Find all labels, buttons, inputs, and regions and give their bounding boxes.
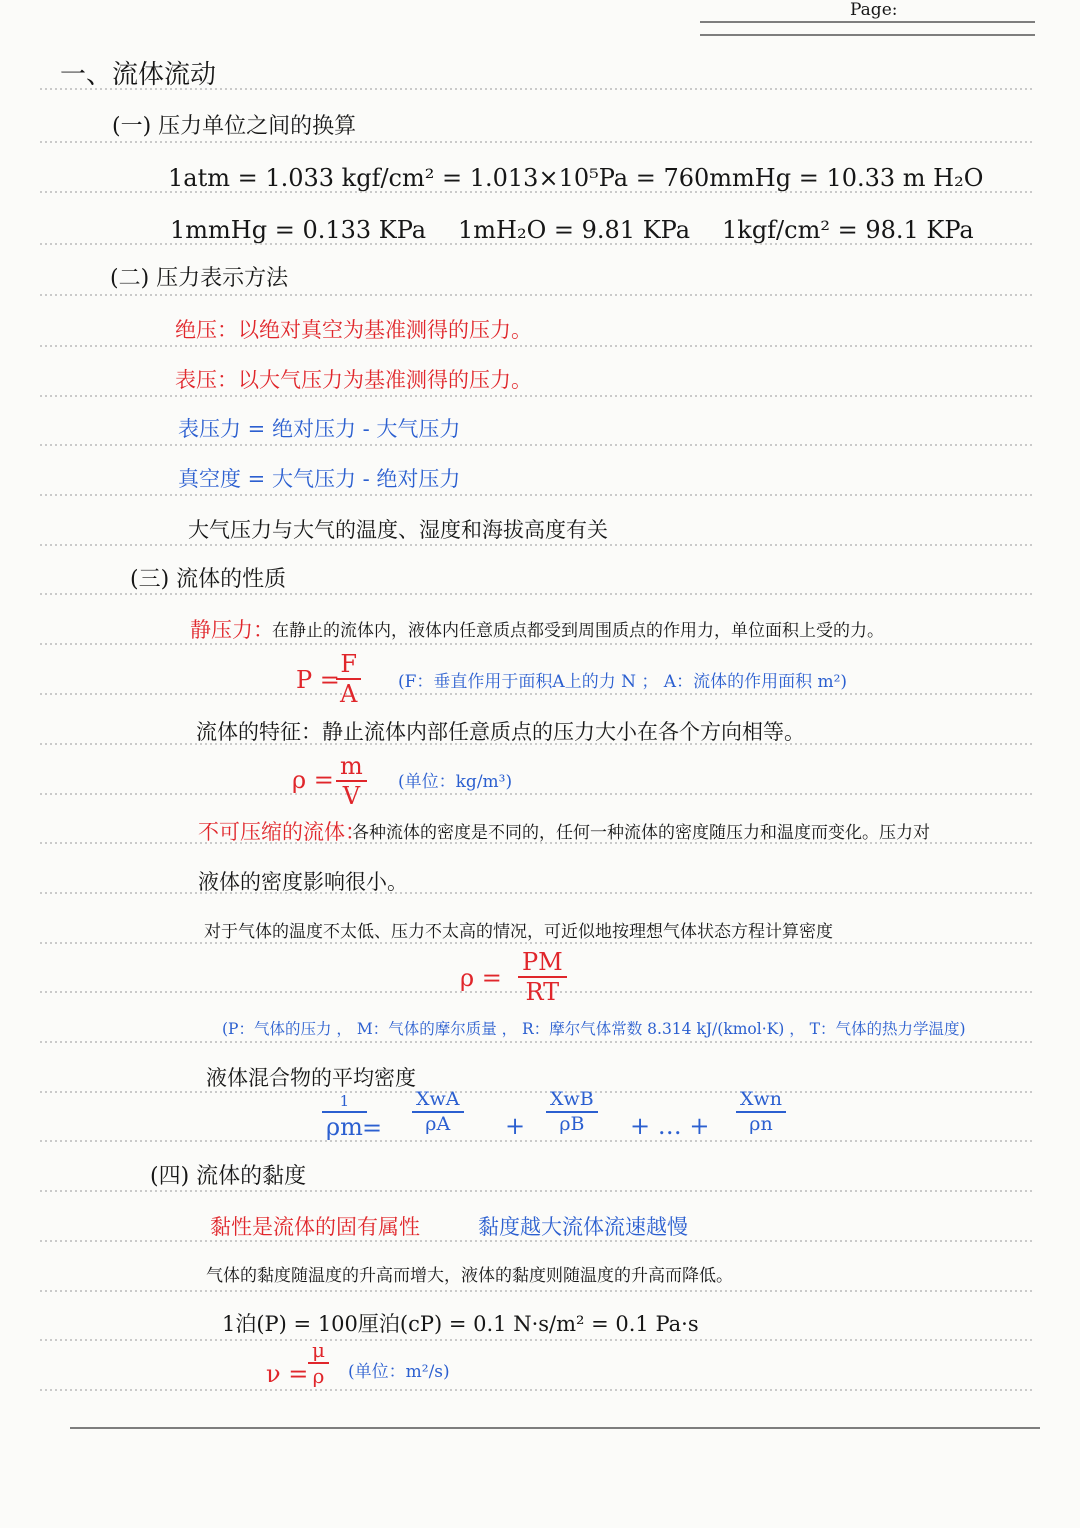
incompressible-fluid-definition-2: 液体的密度影响很小。 <box>198 870 408 894</box>
viscosity-note: 黏度越大流体流速越慢 <box>478 1215 688 1239</box>
density-fraction <box>336 754 367 808</box>
kinematic-viscosity-lhs: ν = <box>266 1360 309 1388</box>
static-pressure-definition: 在静止的流体内，液体内任意质点都受到周围质点的作用力，单位面积上受的力。 <box>272 621 884 641</box>
pressure-conversion-mh2o: 1mH₂O = 9.81 KPa <box>458 216 690 244</box>
density-unit-note: (单位：kg/m³) <box>398 772 513 792</box>
absolute-pressure-definition: 绝压：以绝对真空为基准测得的压力。 <box>175 318 532 342</box>
pressure-fraction <box>336 652 361 706</box>
mixture-equals: = <box>362 1114 383 1142</box>
mixture-term-2-denominator: ρB <box>559 1113 585 1135</box>
mixture-lhs-denominator: ρm <box>326 1113 363 1141</box>
pressure-denominator: A <box>340 680 358 708</box>
viscosity-temperature-effect: 气体的黏度随温度的升高而增大，液体的黏度则随温度的升高而降低。 <box>206 1266 733 1286</box>
section-title: 一、流体流动 <box>60 60 217 90</box>
vacuum-equation: 真空度 = 大气压力 - 绝对压力 <box>178 467 461 491</box>
subsection-title-2: (二) 压力表示方法 <box>110 266 289 291</box>
pressure-formula-note: (F：垂直作用于面积A上的力 N ； A：流体的作用面积 m²) <box>398 672 848 692</box>
density-formula-lhs: ρ = <box>292 766 334 794</box>
incompressible-fluid-term: 不可压缩的流体： <box>198 820 366 844</box>
mixture-plus-1: + <box>505 1112 526 1140</box>
page-label: Page: <box>850 0 898 20</box>
kinematic-viscosity-fraction <box>308 1340 329 1386</box>
mixture-lhs-fraction <box>322 1094 367 1139</box>
mixture-term-n <box>736 1090 786 1134</box>
pressure-conversion-kgf: 1kgf/cm² = 98.1 KPa <box>722 216 974 244</box>
fluid-feature: 流体的特征：静止流体内部任意质点的压力大小在各个方向相等。 <box>196 720 805 744</box>
viscosity-units: 1泊(P) = 100厘泊(cP) = 0.1 N·s/m² = 0.1 Pa·s <box>222 1312 699 1336</box>
viscosity-definition: 黏性是流体的固有属性 <box>210 1215 420 1239</box>
mixture-lhs-numerator: 1 <box>339 1092 350 1110</box>
mixture-ellipsis: + … + <box>630 1112 710 1140</box>
gauge-pressure-equation: 表压力 = 绝对压力 - 大气压力 <box>178 417 461 441</box>
subsection-title-4: (四) 流体的黏度 <box>150 1164 307 1189</box>
gas-variables-note: (P：气体的压力 ， M：气体的摩尔质量 ， R：摩尔气体常数 8.314 kJ/(kmol·K) ， T：气体的热力学温度) <box>222 1020 966 1038</box>
gauge-pressure-definition: 表压：以大气压力为基准测得的压力。 <box>175 368 532 392</box>
pressure-conversion-mmhg: 1mmHg = 0.133 KPa <box>170 216 427 244</box>
mixture-term-1 <box>412 1090 464 1134</box>
density-denominator: V <box>342 782 361 810</box>
static-pressure-term: 静压力： <box>190 618 274 642</box>
atmospheric-pressure-note: 大气压力与大气的温度、湿度和海拔高度有关 <box>188 518 608 542</box>
pressure-formula-lhs: P = <box>296 666 340 694</box>
pressure-numerator: F <box>340 650 357 678</box>
pressure-conversion-line-1: 1atm = 1.033 kgf/cm² = 1.013×10⁵Pa = 760mmHg = 10.33 m H₂O <box>168 164 984 192</box>
incompressible-fluid-definition: 各种流体的密度是不同的，任何一种流体的密度随压力和温度而变化。压力对 <box>352 823 930 843</box>
gas-density-denominator: RT <box>525 978 560 1006</box>
gas-density-lhs: ρ = <box>460 964 502 992</box>
density-numerator: m <box>340 752 363 780</box>
mixture-term-n-numerator: Xwn <box>740 1088 783 1110</box>
gas-density-fraction <box>518 950 567 1004</box>
mixture-term-1-denominator: ρA <box>425 1113 451 1135</box>
subsection-title-3: (三) 流体的性质 <box>130 567 287 592</box>
mixture-term-1-numerator: XwA <box>416 1088 460 1110</box>
ideal-gas-note: 对于气体的温度不太低、压力不太高的情况，可近似地按理想气体状态方程计算密度 <box>204 922 833 942</box>
mixture-density-title: 液体混合物的平均密度 <box>206 1066 416 1090</box>
kinematic-viscosity-unit: (单位：m²/s) <box>348 1362 450 1382</box>
kinematic-viscosity-numerator: μ <box>312 1338 325 1362</box>
mixture-term-2 <box>546 1090 598 1134</box>
subsection-title-1: (一) 压力单位之间的换算 <box>112 114 357 139</box>
kinematic-viscosity-denominator: ρ <box>312 1364 325 1388</box>
mixture-term-n-denominator: ρn <box>749 1113 773 1135</box>
gas-density-numerator: PM <box>522 948 563 976</box>
mixture-term-2-numerator: XwB <box>550 1088 594 1110</box>
